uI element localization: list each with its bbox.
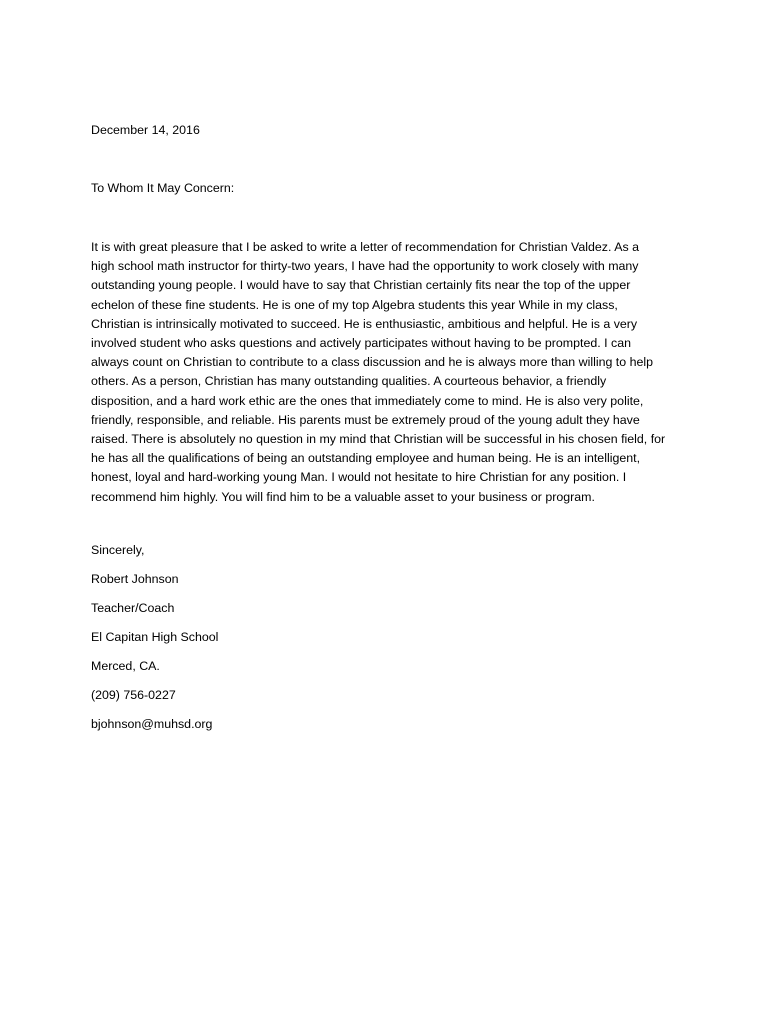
body-line: echelon of these fine students. He is one of my top Algebra students this year While in my class, <box>91 297 618 312</box>
signer-school: El Capitan High School <box>91 630 219 644</box>
letter-date: December 14, 2016 <box>91 123 200 137</box>
signer-title: Teacher/Coach <box>91 601 175 615</box>
body-line: disposition, and a hard work ethic are the ones that immediately come to mind. He is also very polite, <box>91 393 644 408</box>
signer-email: bjohnson@muhsd.org <box>91 717 213 731</box>
body-line: others. As a person, Christian has many outstanding qualities. A courteous behavior, a friendly <box>91 374 607 389</box>
letter-body <box>91 238 691 507</box>
body-line: Christian is intrinsically motivated to succeed. He is enthusiastic, ambitious and helpful. He is a very <box>91 316 638 331</box>
body-line: outstanding young people. I would have to say that Christian certainly fits near the top of the upper <box>91 278 631 293</box>
letter-closing: Sincerely, <box>91 543 145 557</box>
signer-name: Robert Johnson <box>91 572 179 586</box>
body-line: he has all the qualifications of being an outstanding employee and human being. He is an intelligent, <box>91 451 641 466</box>
body-line: involved student who asks questions and actively participates without having to be prompted. I can <box>91 336 631 351</box>
body-line: honest, loyal and hard-working young Man. I would not hesitate to hire Christian for any position. I <box>91 470 627 485</box>
letter-salutation: To Whom It May Concern: <box>91 181 235 195</box>
body-line: high school math instructor for thirty-two years, I have had the opportunity to work closely with many <box>91 259 639 274</box>
signer-phone: (209) 756-0227 <box>91 688 176 702</box>
body-line: recommend him highly. You will find him to be a valuable asset to your business or program. <box>91 489 595 504</box>
body-line: always count on Christian to contribute to a class discussion and he is always more than willing to help <box>91 355 654 370</box>
signer-city: Merced, CA. <box>91 659 160 673</box>
body-line: raised. There is absolutely no question in my mind that Christian will be successful in his chosen field, for <box>91 432 666 447</box>
body-line: friendly, responsible, and reliable. His parents must be extremely proud of the young adult they have <box>91 412 640 427</box>
body-line: It is with great pleasure that I be asked to write a letter of recommendation for Christian Valdez. As a <box>91 240 639 254</box>
